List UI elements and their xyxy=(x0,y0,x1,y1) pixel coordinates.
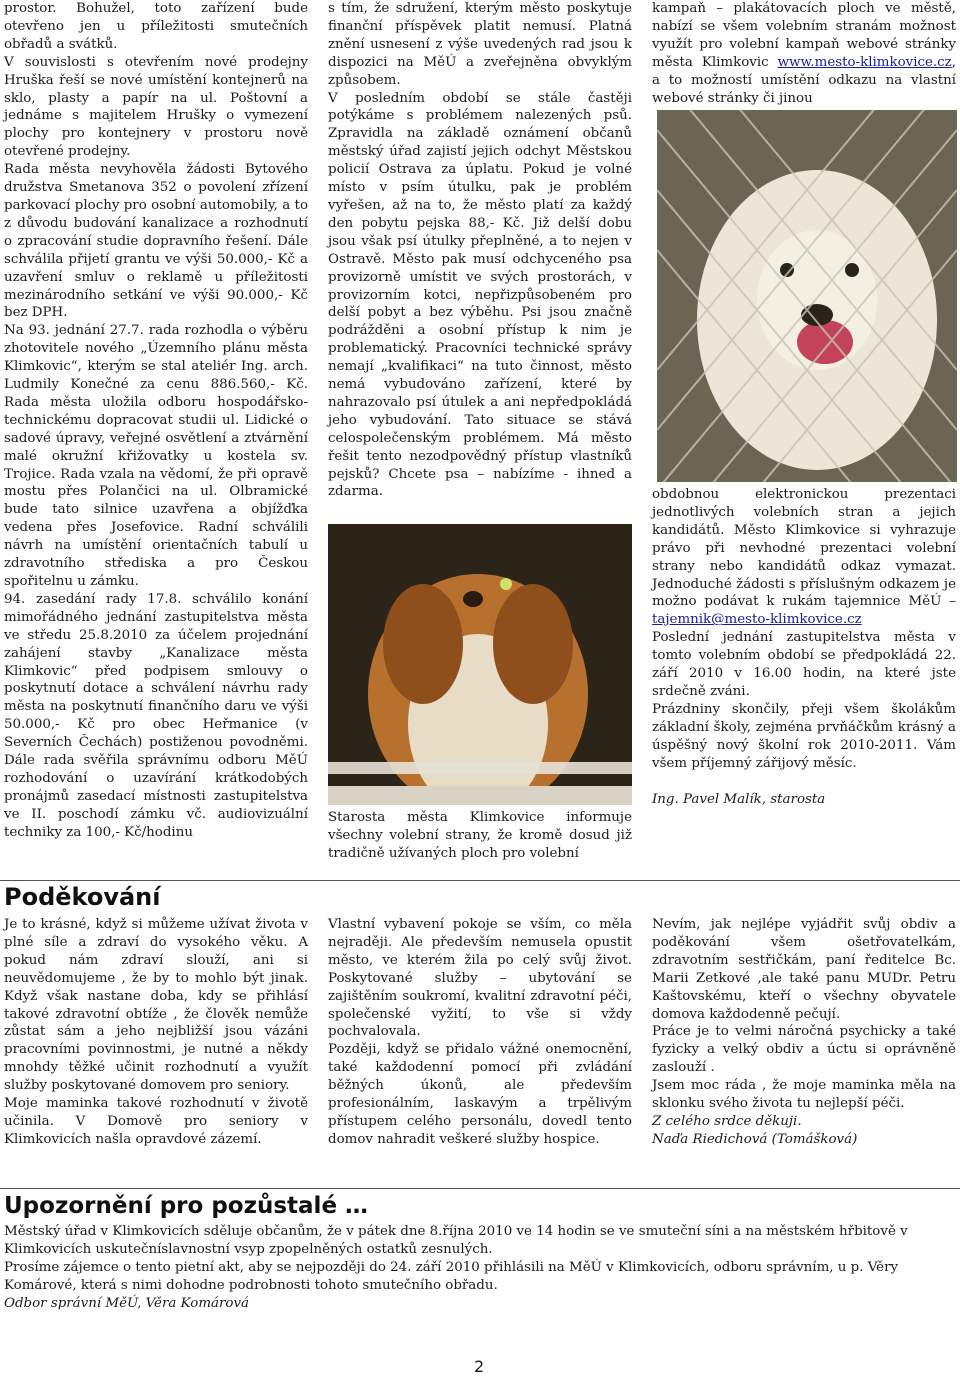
paragraph: Nevím, jak nejlépe vyjádřit svůj obdiv a poděkování všem ošetřovatelkám, zdravotním sestřičkám, paní ředitelce Bc. Marii Zetkové ,ale také panu MUDr. Petru Kaštovskému, kteří o všechny obyvatele domova každodenně pečují. xyxy=(652,917,956,1022)
column-2 xyxy=(328,0,632,501)
page-number: 2 xyxy=(474,1357,485,1376)
section-heading: Upozornění pro pozůstalé … xyxy=(4,1193,369,1219)
paragraph: Starosta města Klimkovice informuje všechny volební strany, že kromě dosud již tradičně užívaných ploch pro volební xyxy=(328,810,632,861)
closing-text: Z celého srdce děkuji. xyxy=(652,1113,802,1129)
website-link[interactable]: www.mesto-klimkovice.cz xyxy=(777,54,952,70)
text: , a to možností umístění odkazu na vlastní webové stránky či jinou xyxy=(652,54,956,106)
paragraph: Jsem moc ráda , že moje maminka měla na sklonku svého života tu nejlepší péči. xyxy=(652,1078,956,1112)
column-3-bottom xyxy=(652,486,956,808)
paragraph: Prosíme zájemce o tento pietní akt, aby se nejpozději do 24. září 2010 přihlásili na MěÚ v Klimkovicích, odboru správním, u p. Věry Komárové, která s nimi dohodne podrobnosti tohoto smutečního obřadu. xyxy=(4,1259,899,1293)
paragraph: Prázdniny skončily, přeji všem školákům základní školy, zejména prvňáčkům krásný a úspěšný nový školní rok 2010-2011. Vám všem příjemný zářijový měsíc. xyxy=(652,701,956,771)
paragraph: Práce je to velmi náročná psychicky a také fyzicky a velký obdiv a úctu si oprávněně zaslouží . xyxy=(652,1024,956,1076)
text: obdobnou elektronickou prezentaci jednotlivých volebních stran a jejich kandidátů. Město Klimkovice si vyhrazuje právo při nevhodné prezentaci volební strany nebo kandidátů odkaz vymazat. Jednoduché žádosti s příslušným odkazem je možno podávat k rukám tajemnice MěÚ – xyxy=(652,487,956,610)
thanks-column-2 xyxy=(328,916,632,1149)
paragraph: Je to krásné, když si můžeme užívat života v plné síle a zdraví do vysokého věku. A pokud nám zdraví slouží, ani si neuvědomujeme , že by to mohlo být jinak. Když však nastane doba, kdy se přihlásí takové zdravotní obtíže , že člověk nemůže zůstat sám a jeho nejbližší jsou vázáni pracovními povinnostmi, je nutné a někdy mnohdy těžké učinit rozhodnutí a využít služby poskytované domovem pro seniory. xyxy=(4,917,308,1094)
thanks-column-3 xyxy=(652,916,956,1149)
email-link[interactable]: tajemnik@mesto-klimkovice.cz xyxy=(652,612,862,628)
section-heading: Poděkování xyxy=(4,883,161,911)
paragraph: V souvislosti s otevřením nové prodejny Hruška řeší se nové umístění kontejnerů na sklo, plasty a papír na ul. Poštovní a jednáme s majitelem Hrušky o vymezení plochy pro kontejnery v prostoru nově otevřené prodejny. xyxy=(4,54,308,160)
paragraph: V posledním období se stále častěji potýkáme s problémem nalezených psů. Zpravidla na základě oznámení občanů městský úřad zajistí jejich odchyt Městskou policií Ostrava za úplatu. Pokud je volné místo v psím útulku, pak je problém vyřešen, až na to, že město platí za každý den pobytu pejska 88,- Kč. Již delší dobu jsou však psí útulky přeplněné, a to nejen v Ostravě. Město pak musí odchyceného psa provizorně umístit ve svých prostorách, v provizorním kotci, nepřizpůsobeném pro delší pobyt a bez výběhu. Psi jsou značně podrážděni a osobní přístup k nim je problematický. Pracovníci technické správy nemají „kvalifikaci“ na tuto činnost, město nemá vybudováno zařízení, které by nahrazovalo psí útulek a ani nepředpokládá jeho vybudování. Tato situace se stává celospolečenským problémem. Má město řešit tento nezodpovědný přístup vlastníků pejsků? Chcete psa – nabízíme - ihned a zdarma. xyxy=(328,90,632,500)
paragraph: s tím, že sdružení, kterým město poskytuje finanční příspěvek platit nemusí. Platná znění usnesení z výše uvedených rad jsou k dispozici na MěÚ a zveřejněna obvyklým způsobem. xyxy=(328,1,632,88)
paragraph: Městský úřad v Klimkovicích sděluje občanům, že v pátek dne 8.října 2010 ve 14 hodin se ve smuteční síni a na městském hřbitově v Klimkovicích uskutečníslavnostní vsyp zpopelněných ostatků zesnulých. xyxy=(4,1224,908,1257)
notice-text xyxy=(4,1223,956,1313)
dog-photo-illustration xyxy=(657,110,957,482)
paragraph: Poslední jednání zastupitelstva města v tomto volebním období se předpokládá 22. září 2010 v 16.00 hodin, na které jste srdečně zváni. xyxy=(652,630,956,699)
column-3 xyxy=(652,0,956,107)
paragraph: Později, když se přidalo vážné onemocnění, také každodenní pomocí při zvládání běžných úkonů, ale především profesionálním, laskavým a trpělivým přístupem celého personálu, dovedl tento domov nahradit veškeré služby hospice. xyxy=(328,1042,632,1147)
paragraph: Rada města nevyhověla žádosti Bytového družstva Smetanova 352 o povolení zřízení parkovací plochy pro osobní automobily, a to z důvodu budování kanalizace a rozhodnutí o zpracování studie dopravního řešení. Dále schválila přijetí grantu ve výši 50.000,- Kč a uzavření smluv o reklamě u příležitosti mezinárodního setkání ve výši 90.000,- Kč bez DPH. xyxy=(4,162,308,321)
text: kampaň – plakátovacích ploch ve městě, nabízí se všem volebním stranám možnost využít pro volební kampaň webové stránky města Klimkovic xyxy=(652,1,956,70)
dog-photo-illustration xyxy=(328,524,632,805)
column-1 xyxy=(4,0,308,842)
paragraph: 94. zasedání rady 17.8. schválilo konání mimořádného jednání zastupitelstva města ve středu 25.8.2010 za účelem projednání zahájení stavby „Kanalizace města Klimkovic“ před podpisem smlouvy o poskytnutí dotace a schválení návrhu rady města na poskytnutí finančního daru ve výši 50.000,- Kč pro obec Heřmanice (v Severních Čechách) postiženou povodněmi. Dále rada svěřila správnímu odboru MěÚ rozhodování o uzavírání krátkodobých pronájmů zasedací místnosti zastupitelstva ve II. poschodí zámku vč. audiovizuální techniky za 100,- Kč/hodinu xyxy=(4,591,308,840)
paragraph: Na 93. jednání 27.7. rada rozhodla o výběru zhotovitele nového „Územního plánu města Klimkovic“, kterým se stal ateliér Ing. arch. Ludmily Konečné za cenu 886.560,- Kč. Rada města uložila odboru hospodářsko-technickému dopracovat studii ul. Lidické o sadové úpravy, veřejné osvětlení a ztvárnění malé okružní křižovatky u kostela sv. Trojice. Rada vzala na vědomí, že při opravě mostu přes Polančici na ul. Olbramické bude tato silnice uzavřena a objížďka vedena přes Josefovice. Radní schválili návrh na umístění orientačních tabulí u zdravotního střediska a pro Českou spořitelnu u zámku. xyxy=(4,323,308,589)
column-2-bottom xyxy=(328,809,632,863)
paragraph xyxy=(652,0,956,107)
dog-photo-kennel xyxy=(657,110,957,482)
thanks-column-1 xyxy=(4,916,308,1149)
paragraph: Moje maminka takové rozhodnutí v životě učinila. V Domově pro seniory v Klimkovicích našla opravdové zázemí. xyxy=(4,1096,308,1147)
paragraph: Vlastní vybavení pokoje se vším, co měla nejraději. Ale především nemusela opustit město, ve kterém žila po celý svůj život. Poskytované služby – ubytování se zajištěním soukromí, kvalitní zdravotní péči, společenské vyžití, to vše si vždy pochvalovala. xyxy=(328,917,632,1040)
dog-photo-puppy xyxy=(328,524,632,805)
paragraph xyxy=(652,486,956,629)
signature: Ing. Pavel Malík, starosta xyxy=(652,791,826,807)
signature: Odbor správní MěÚ, Věra Komárová xyxy=(4,1295,250,1311)
paragraph: prostor. Bohužel, toto zařízení bude otevřeno jen u příležitosti smutečních obřadů a svátků. xyxy=(4,1,308,52)
author: Naďa Riedichová (Tomášková) xyxy=(652,1131,858,1147)
